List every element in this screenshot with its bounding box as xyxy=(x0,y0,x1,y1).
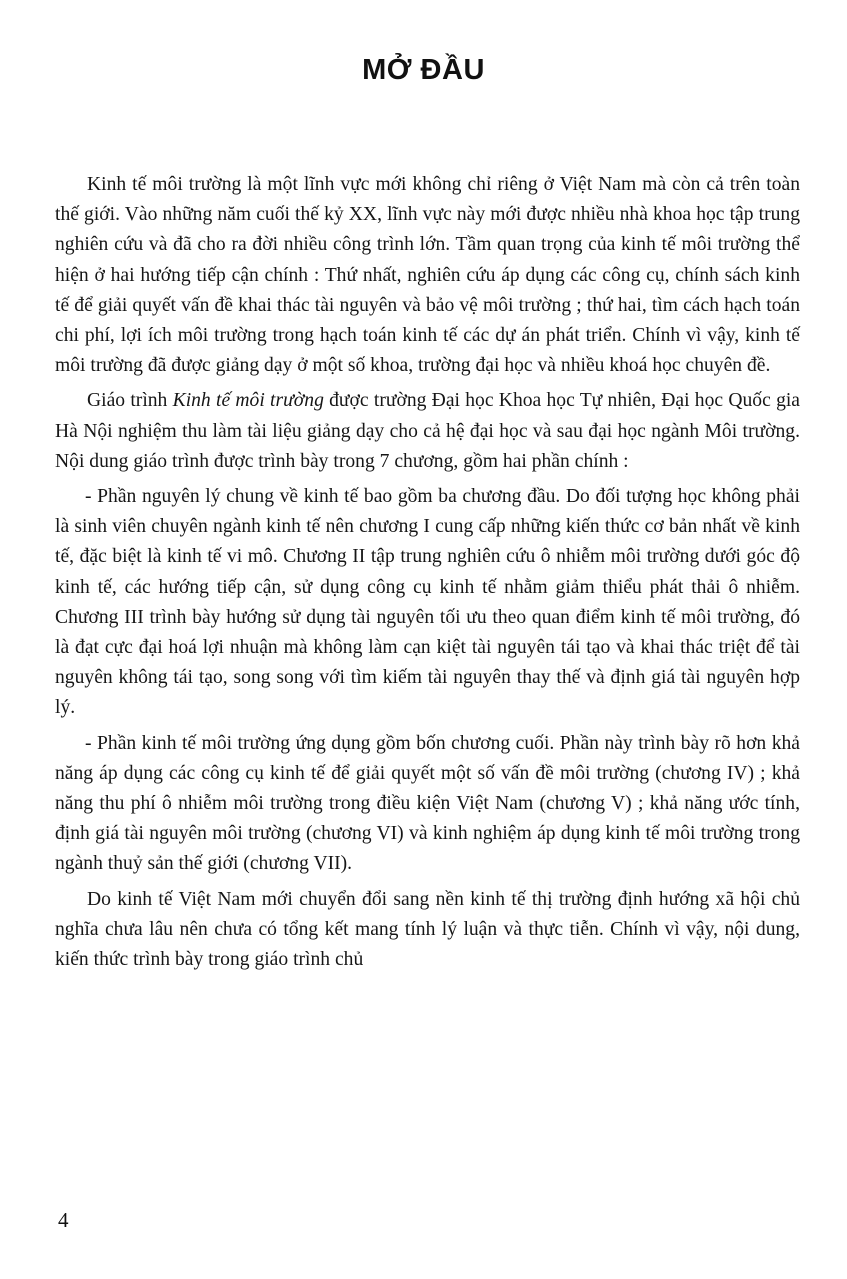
paragraph-2-lead: Giáo trình xyxy=(87,390,173,412)
paragraph-4: - Phần kinh tế môi trường ứng dụng gồm bốn chương cuối. Phần này trình bày rõ hơn khả năng áp dụng các công cụ kinh tế để giải quyết một số vấn đề môi trường (chương IV) ; khả năng thu phí ô nhiễm môi trường trong điều kiện Việt Nam (chương V) ; khả năng ước tính, định giá tài nguyên môi trường (chương VI) và kinh nghiệm áp dụng kinh tế môi trường trong ngành thuỷ sản thế giới (chương VII). xyxy=(55,732,800,875)
body-text xyxy=(55,170,800,980)
paragraph-2-after-title: được trường Đại học Khoa học Tự nhiên, xyxy=(323,390,656,412)
book-title-italic: Kinh tế môi trường xyxy=(172,390,324,412)
paragraph-3: - Phần nguyên lý chung về kinh tế bao gồm ba chương đầu. Do đối tượng học không phải là sinh viên chuyên ngành kinh tế nên chương I cung cấp những kiến thức cơ bản nhất về kinh tế, đặc biệt là kinh tế vi mô. Chương II tập trung nghiên cứu ô nhiễm môi trường dưới góc độ kinh tế, các hướng tiếp cận, sử dụng công cụ kinh tế nhằm giảm thiểu phát thải ô nhiễm. Chương III trình bày hướng sử dụng tài nguyên tối ưu theo quan điểm kinh tế môi trường, đó là đạt cực đại hoá lợi nhuận mà không làm cạn kiệt tài nguyên tái tạo và khai thác triệt để tài nguyên không tái tạo, song song với tìm kiếm tài nguyên thay thế và định giá tài nguyên hợp lý. xyxy=(55,486,800,719)
paragraph-2 xyxy=(55,386,800,477)
paragraph-1: Kinh tế môi trường là một lĩnh vực mới không chỉ riêng ở Việt Nam mà còn cả trên toàn thế giới. Vào những năm cuối thế kỷ XX, lĩnh vực này mới được nhiều nhà khoa học tập trung nghiên cứu và đã cho ra đời nhiều công trình lớn. Tầm quan trọng của kinh tế môi trường thể hiện ở hai hướng tiếp cận chính : Thứ nhất, nghiên cứu áp dụng các công cụ, chính sách kinh tế để giải quyết vấn đề khai thác tài nguyên và bảo vệ môi trường ; thứ hai, tìm cách hạch toán chi phí, lợi ích môi trường trong hạch toán kinh tế các dự án phát triển. Chính vì vậy, kinh tế môi trường đã được giảng dạy ở một số khoa, trường đại học và nhiều khoá học chuyên đề. xyxy=(55,174,800,377)
paragraph-5: Do kinh tế Việt Nam mới chuyển đổi sang nền kinh tế thị trường định hướng xã hội chủ nghĩa chưa lâu nên chưa có tổng kết mang tính lý luận và thực tiễn. Chính vì vậy, nội dung, kiến thức trình bày trong giáo trình chủ xyxy=(55,888,800,971)
paragraph-2-rest: Đại học Quốc gia Hà Nội nghiệm thu làm tài liệu giảng dạy cho cả hệ đại học và sau đại học ngành Môi trường. Nội dung giáo trình được trình bày trong 7 chương, gồm hai phần chính : xyxy=(55,390,801,472)
page-number: 4 xyxy=(58,1208,69,1232)
page-title: MỞ ĐẦU xyxy=(362,54,485,86)
